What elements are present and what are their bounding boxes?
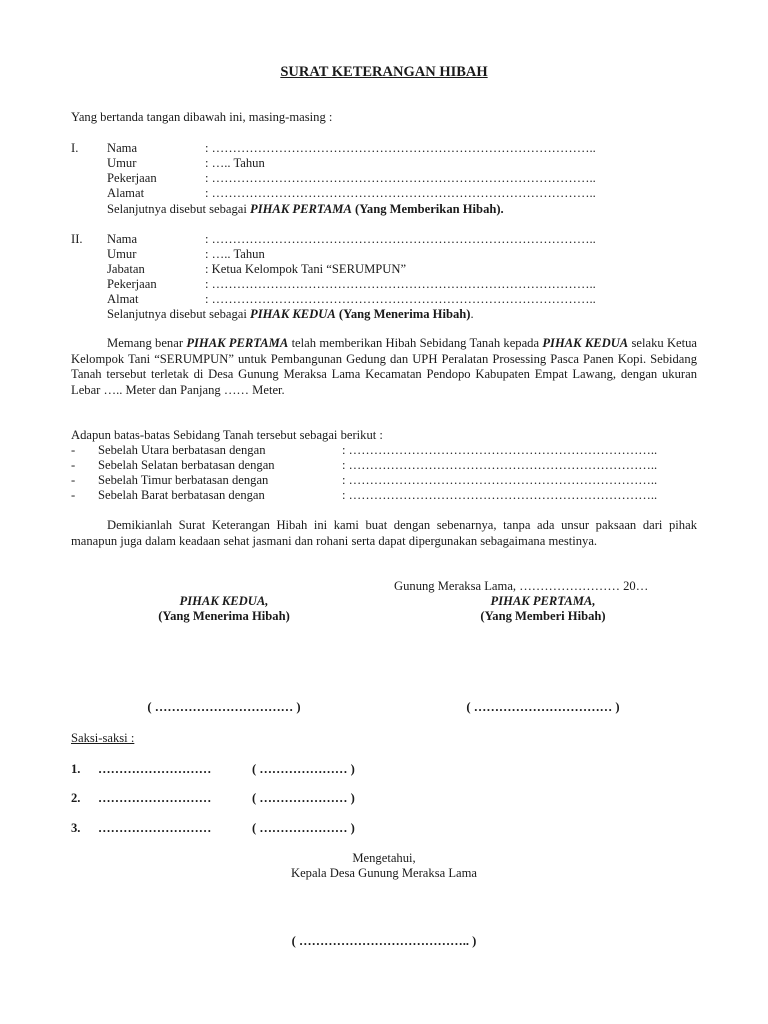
party-first-age-value: : ….. Tahun	[205, 156, 265, 170]
party-first-numeral: I.	[71, 141, 79, 155]
party-first-job-value: : ………………………………………………………………………………..	[205, 171, 596, 185]
grant-statement-paragraph: Memang benar PIHAK PERTAMA telah memberikan Hibah Sebidang Tanah kepada PIHAK KEDUA selaku Ketua Kelompok Tani “SERUMPUN” untuk Pembangunan Gedung dan UPH Peralatan Prosessing Pasca Panen Kopi. Sebidang Tanah tersebut terletak di Desa Gunung Meraksa Lama Kecamatan Pendopo Kabupaten Empat Lawang, dengan ukuran Lebar ….. Meter dan Panjang …… Meter.	[71, 336, 698, 397]
sign-right-role: (Yang Memberi Hibah)	[480, 609, 606, 623]
boundary-south-value: : ………………………………………………………………..	[342, 458, 658, 472]
party-second-age-value: : ….. Tahun	[205, 247, 265, 261]
village-head-signature-line: ( ………………………………….. )	[291, 934, 477, 948]
party-second-job-label: Pekerjaan	[107, 277, 157, 291]
witness-number: 1.	[71, 762, 81, 776]
sign-left-role: (Yang Menerima Hibah)	[158, 609, 290, 623]
party-first-address-label: Alamat	[107, 186, 145, 200]
party-second-numeral: II.	[71, 232, 83, 246]
village-head-title: Kepala Desa Gunung Meraksa Lama	[290, 866, 478, 880]
party-first-designation: Selanjutnya disebut sebagai PIHAK PERTAMA (Yang Memberikan Hibah).	[107, 202, 504, 216]
party-second-position-label: Jabatan	[107, 262, 145, 276]
boundary-north-label: Sebelah Utara berbatasan dengan	[98, 443, 266, 457]
party-second-position-value: : Ketua Kelompok Tani “SERUMPUN”	[205, 262, 407, 276]
closing-paragraph: Demikianlah Surat Keterangan Hibah ini kami buat dengan sebenarnya, tanpa ada unsur paksaan dari pihak manapun juga dalam keadaan sehat jasmani dan rohani serta dapat dipergunakan sebagaimana mestinya.	[71, 518, 697, 548]
witness-number: 3.	[71, 821, 81, 835]
boundary-bullet: -	[71, 443, 76, 457]
acknowledged-label: Mengetahui,	[352, 851, 416, 865]
party-first-job-label: Pekerjaan	[107, 171, 157, 185]
boundary-south-label: Sebelah Selatan berbatasan dengan	[98, 458, 275, 472]
boundary-east-label: Sebelah Timur berbatasan dengan	[98, 473, 269, 487]
document-title: SURAT KETERANGAN HIBAH	[280, 64, 488, 80]
boundaries-heading: Adapun batas-batas Sebidang Tanah tersebut sebagai berikut :	[71, 428, 383, 442]
boundary-bullet: -	[71, 473, 76, 487]
witness-signature-line: ( ………………… )	[252, 821, 355, 835]
sign-left-signature-line: ( …………………………… )	[147, 700, 301, 714]
witness-signature-line: ( ………………… )	[252, 791, 355, 805]
party-first-age-label: Umur	[107, 156, 137, 170]
party-first-address-value: : ………………………………………………………………………………..	[205, 186, 596, 200]
boundary-north-value: : ………………………………………………………………..	[342, 443, 658, 457]
boundary-west-label: Sebelah Barat berbatasan dengan	[98, 488, 265, 502]
witness-number: 2.	[71, 791, 81, 805]
boundary-bullet: -	[71, 488, 76, 502]
sign-right-signature-line: ( …………………………… )	[466, 700, 620, 714]
witness-name-line: ………………………	[98, 791, 212, 805]
party-second-name-value: : ………………………………………………………………………………..	[205, 232, 596, 246]
boundary-bullet: -	[71, 458, 76, 472]
sign-left-party: PIHAK KEDUA,	[179, 594, 269, 608]
party-second-name-label: Nama	[107, 232, 138, 246]
witness-signature-line: ( ………………… )	[252, 762, 355, 776]
witnesses-heading: Saksi-saksi :	[71, 731, 135, 745]
party-second-address-label: Almat	[107, 292, 139, 306]
sign-right-party: PIHAK PERTAMA,	[490, 594, 596, 608]
intro-text: Yang bertanda tangan dibawah ini, masing-masing :	[71, 110, 333, 124]
witness-name-line: ………………………	[98, 762, 212, 776]
party-first-name-value: : ………………………………………………………………………………..	[205, 141, 596, 155]
party-first-name-label: Nama	[107, 141, 138, 155]
party-second-job-value: : ………………………………………………………………………………..	[205, 277, 596, 291]
boundary-east-value: : ………………………………………………………………..	[342, 473, 658, 487]
party-second-age-label: Umur	[107, 247, 137, 261]
witness-name-line: ………………………	[98, 821, 212, 835]
party-second-address-value: : ………………………………………………………………………………..	[205, 292, 596, 306]
place-date: Gunung Meraksa Lama, …………………… 20…	[394, 579, 649, 593]
party-second-designation: Selanjutnya disebut sebagai PIHAK KEDUA (Yang Menerima Hibah).	[107, 307, 474, 321]
boundary-west-value: : ………………………………………………………………..	[342, 488, 658, 502]
